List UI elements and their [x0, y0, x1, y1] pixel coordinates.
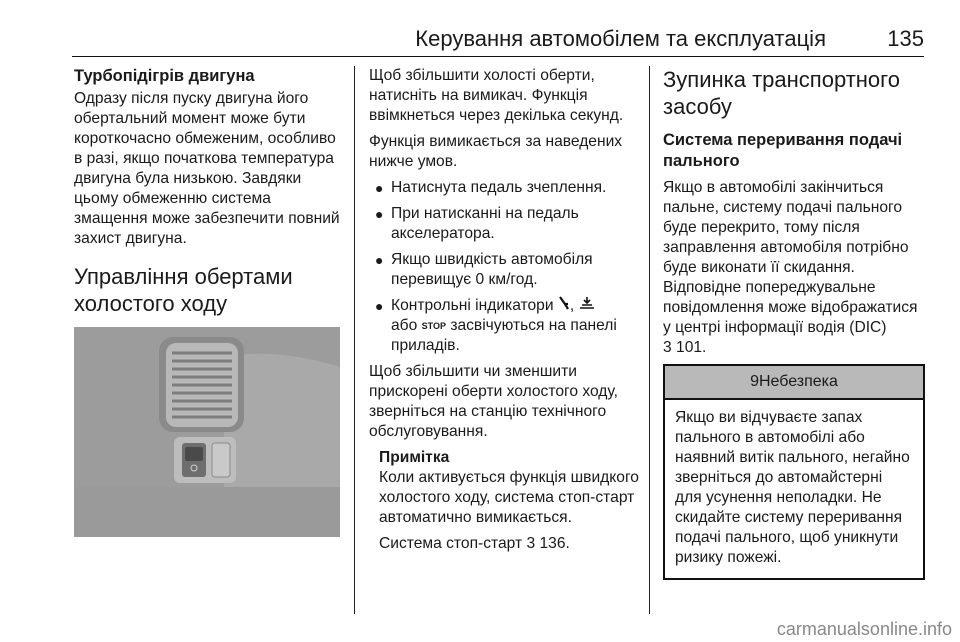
dashboard-switch-photo [74, 327, 340, 537]
bullet-icon: ● [375, 206, 384, 222]
paragraph-off-conditions: Функція вимикається за наведених нижче умов. [369, 133, 623, 170]
column-right [663, 66, 925, 580]
note-block [369, 448, 644, 554]
heading-stop-line2: засобу [663, 94, 732, 119]
danger-header [665, 366, 923, 400]
danger-title: Небезпека [758, 373, 838, 390]
list-item: ● При натисканні на педаль акселератора. [375, 205, 579, 242]
bullet-icon: ● [375, 252, 384, 268]
heading-turbo: Турбопідігрів двигуна [74, 67, 255, 85]
column-divider-1 [354, 66, 355, 614]
reference-arrow-icon: 3 [526, 535, 536, 553]
heading-idle-line2: холостого ходу [74, 291, 228, 316]
watermark: carmanualsonline.info [776, 619, 952, 639]
column-middle [369, 66, 644, 560]
stop-start-indicator-icon [579, 296, 595, 316]
conditions-list [369, 178, 644, 356]
warning-triangle-icon: 9 [750, 373, 759, 390]
note-text: Коли активується функція швидкого холостого ходу, система стоп-старт автоматично вимикається. [379, 469, 639, 527]
idle-speed-indicator-icon [558, 296, 570, 316]
stop-indicator-icon: STOP [421, 321, 446, 331]
reference-arrow-icon: 3 [663, 339, 672, 356]
heading-fuel-cutoff: Система переривання подачі пального [663, 131, 903, 170]
column-divider-2 [649, 66, 650, 614]
heading-idle-line1: Управління обертами [74, 264, 293, 289]
heading-idle-control [74, 263, 344, 317]
bullet-icon: ● [375, 180, 384, 196]
note-title: Примітка [379, 449, 450, 467]
column-left [74, 66, 344, 537]
paragraph-increase-idle: Щоб збільшити холості оберти, натисніть на вимикач. Функція ввімкнеться через декілька секунд. [369, 67, 624, 124]
danger-box [663, 364, 925, 580]
page-header [72, 22, 924, 57]
list-item: ● Контрольні індикатори , або STOP засвічуються на панелі приладів. [375, 297, 617, 355]
danger-text: Якщо ви відчуваєте запах пального в автомобілі або наявний витік пального, негайно зверніться до автомайстерні для усунення неполадки. Не скидайте систему переривання подачі пального, щоб уникнути ризику пожежі. [675, 409, 910, 566]
heading-vehicle-stop [663, 66, 925, 120]
list-item: ● Якщо швидкість автомобіля перевищує 0 км/год. [375, 251, 593, 288]
chapter-title: Керування автомобілем та експлуатація [415, 26, 826, 51]
dashboard-switch-illustration [74, 327, 340, 537]
paragraph-fuel-cutoff: Якщо в автомобілі закінчиться пальне, систему подачі пального буде перекрито, тому після заправлення автомобіля потрібно буде виконати її скидання. Відповідне попереджувальне повідомлення може відображатися у центрі інформації водія (DIC) 3 101. [663, 179, 918, 356]
bullet-icon: ● [375, 298, 384, 314]
cross-reference: Система стоп-старт 3 136. [379, 535, 570, 553]
list-item: ● Натиснута педаль зчеплення. [375, 179, 607, 196]
heading-stop-line1: Зупинка транспортного [663, 67, 900, 92]
paragraph-turbo: Одразу після пуску двигуна його обертальний момент може бути короткочасно обмеженим, особливо в разі, якщо початкова температура двигуна була низькою. Завдяки цьому обмеженню система змащення може забезпечити повний захист двигуна. [74, 90, 340, 247]
page-number: 135 [887, 26, 924, 51]
paragraph-service: Щоб збільшити чи зменшити прискорені оберти холостого ходу, зверніться на станцію технічного обслуговування. [369, 363, 618, 441]
